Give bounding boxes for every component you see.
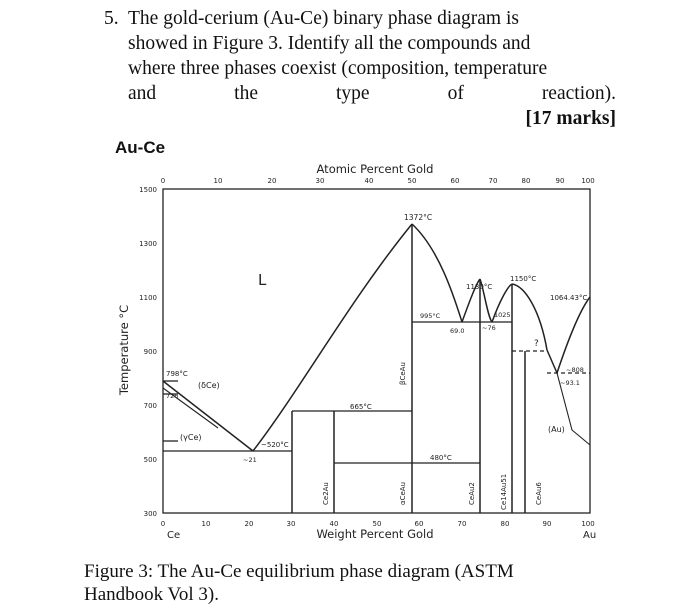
question-line-2: showed in Figure 3. Identify all the compounds and bbox=[128, 33, 531, 54]
figure-title: Au-Ce bbox=[115, 138, 166, 157]
ce2au-label: Ce2Au bbox=[322, 482, 330, 505]
top-axis-label: Atomic Percent Gold bbox=[316, 162, 434, 176]
alpha-ceau-label: αCeAu bbox=[399, 481, 407, 505]
delta-ce-label: (δCe) bbox=[198, 381, 220, 390]
top-ticks bbox=[161, 177, 595, 185]
bottom-tick: 40 bbox=[329, 520, 339, 528]
temp-520: ~520°C bbox=[261, 441, 289, 449]
question-line-1: 5. The gold-cerium (Au-Ce) binary phase diagram is bbox=[104, 8, 519, 29]
ceau6-label: CeAu6 bbox=[535, 482, 543, 505]
region-labels bbox=[166, 213, 587, 510]
temp-1130: 1130°C bbox=[466, 283, 493, 291]
plot-frame bbox=[163, 189, 590, 513]
bottom-tick: 30 bbox=[286, 520, 296, 528]
top-tick: 20 bbox=[267, 177, 277, 185]
y-axis-label: Temperature °C bbox=[117, 304, 131, 396]
marks-label: [17 marks] bbox=[525, 108, 616, 129]
phase-boundaries bbox=[163, 224, 590, 513]
question-line-4: and the type of reaction). bbox=[128, 83, 616, 104]
y-tick: 1500 bbox=[139, 186, 157, 194]
top-tick: 0 bbox=[160, 177, 166, 185]
y-tick: 300 bbox=[143, 510, 157, 518]
left-end-label: Ce bbox=[167, 530, 181, 541]
caption-line-2: Handbook Vol 3). bbox=[84, 584, 219, 605]
caption-line-1: Figure 3: The Au-Ce equilibrium phase diagram (ASTM bbox=[84, 561, 514, 582]
bottom-tick: 100 bbox=[581, 520, 595, 528]
top-tick: 50 bbox=[407, 177, 417, 185]
top-tick: 80 bbox=[521, 177, 531, 185]
liquidus-ce14au51-right bbox=[512, 284, 547, 350]
bottom-tick: 50 bbox=[372, 520, 382, 528]
temp-1064: 1064.43°C bbox=[550, 294, 588, 302]
beta-ceau-label: βCeAu bbox=[399, 362, 407, 385]
y-tick: 700 bbox=[143, 402, 157, 410]
top-tick: 60 bbox=[450, 177, 460, 185]
top-tick: 10 bbox=[213, 177, 223, 185]
liquidus-to-eutectic bbox=[547, 350, 557, 373]
bottom-tick: 80 bbox=[500, 520, 510, 528]
bottom-tick: 0 bbox=[160, 520, 166, 528]
y-tick: 500 bbox=[143, 456, 157, 464]
figure-caption bbox=[84, 560, 604, 606]
temp-480: 480°C bbox=[430, 454, 452, 462]
temp-726: 726 bbox=[166, 392, 179, 400]
bottom-tick: 10 bbox=[201, 520, 211, 528]
comp-76: ~76 bbox=[482, 324, 496, 332]
top-tick: 30 bbox=[315, 177, 325, 185]
y-tick: 1100 bbox=[139, 294, 157, 302]
temp-1150: 1150°C bbox=[510, 275, 537, 283]
question-number: 5. bbox=[104, 8, 119, 29]
bottom-axis-label: Weight Percent Gold bbox=[316, 527, 434, 541]
ce14au51-label: Ce14Au51 bbox=[500, 473, 508, 510]
liquidus-left-of-ceau bbox=[253, 224, 412, 451]
y-tick: 900 bbox=[143, 348, 157, 356]
au-phase-label: (Au) bbox=[548, 425, 565, 434]
bottom-tick: 20 bbox=[244, 520, 254, 528]
bottom-tick: 60 bbox=[414, 520, 424, 528]
gamma-ce-label: (γCe) bbox=[180, 433, 202, 442]
comp-931: ~93.1 bbox=[560, 379, 580, 387]
right-end-label: Au bbox=[583, 530, 597, 541]
bottom-tick: 70 bbox=[457, 520, 467, 528]
y-tick: 1300 bbox=[139, 240, 157, 248]
liquid-label: L bbox=[258, 271, 267, 289]
bottom-ticks bbox=[161, 520, 595, 528]
temp-1025: 1025 bbox=[494, 311, 511, 319]
top-tick: 100 bbox=[581, 177, 595, 185]
ceau2-label: CeAu2 bbox=[468, 482, 476, 505]
y-ticks bbox=[139, 186, 157, 518]
liquidus-right-of-ceau bbox=[412, 224, 462, 322]
uncertain-mark: ? bbox=[534, 339, 539, 349]
temp-1372: 1372°C bbox=[404, 213, 433, 222]
top-tick: 90 bbox=[555, 177, 565, 185]
liquidus-au-side bbox=[557, 297, 590, 373]
invariant-lines bbox=[163, 322, 590, 463]
top-tick: 40 bbox=[364, 177, 374, 185]
temp-808: ~808 bbox=[566, 366, 584, 374]
question-line-3: where three phases coexist (composition, temperature bbox=[128, 58, 548, 79]
temp-798: 798°C bbox=[166, 370, 188, 378]
comp-21: ~21 bbox=[243, 456, 257, 464]
temp-995: 995°C bbox=[420, 312, 441, 320]
temp-665: 665°C bbox=[350, 403, 372, 411]
bottom-tick: 90 bbox=[542, 520, 552, 528]
top-tick: 70 bbox=[488, 177, 498, 185]
comp-69: 69.0 bbox=[450, 327, 465, 335]
